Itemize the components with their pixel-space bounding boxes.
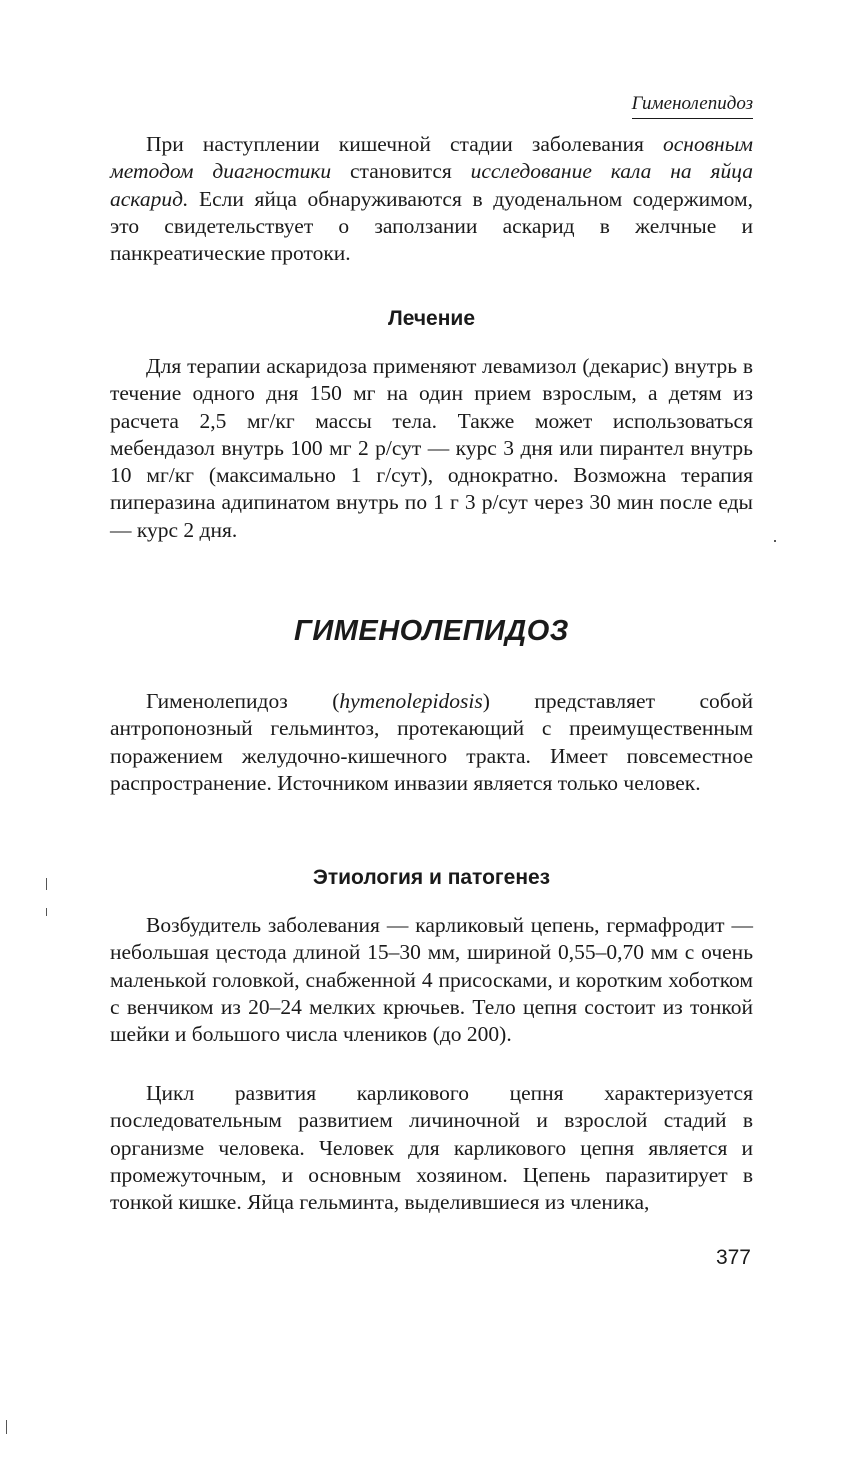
book-page (110, 0, 753, 1472)
chapter-title: ГИМЕНОЛЕПИДОЗ (294, 615, 569, 647)
section-heading-etiology: Этиология и патогенез (312, 866, 551, 889)
scan-mark (774, 540, 776, 542)
scan-mark (46, 878, 47, 890)
section-heading-treatment: Лечение (387, 307, 476, 330)
scan-mark (46, 908, 47, 916)
paragraph-diagnostics: При наступлении кишечной стадии заболевания основным методом диагностики становится исследование кала на яйца аскарид. Если яйца обнаруживаются в дуоденальном содержимом, это свидетельствует о заползании аскарид в желчные и панкреатические протоки. (110, 132, 754, 266)
running-head: Гименолепидоз (632, 92, 753, 119)
paragraph-etiology-2: Цикл развития карликового цепня характеризуется последовательным развитием личиночной и взрослой стадий в организме человека. Человек для карликового цепня является и промежуточным, и основным хозяином. Цепень паразитирует в тонкой кишке. Яйца гельминта, выделившиеся из членика, (110, 1081, 753, 1215)
paragraph-intro: Гименолепидоз (hymenolepidosis) представляет собой антропонозный гельминтоз, протекающий с преимущественным поражением желудочно-кишечного тракта. Имеет повсеместное распространение. Источником инвазии является только человек. (110, 689, 753, 795)
paragraph-treatment: Для терапии аскаридоза применяют левамизол (декарис) внутрь в течение одного дня 150 мг на один прием взрослым, а детям из расчета 2,5 мг/кг массы тела. Также может использоваться мебендазол внутрь 100 мг 2 р/сут — курс 3 дня или пирантел внутрь 10 мг/кг (максимально 1 г/сут), однократно. Возможна терапия пиперазина адипинатом внутрь по 1 г 3 р/сут через 30 мин после еды — курс 2 дня. (110, 354, 753, 542)
page-number: 377 (715, 1246, 751, 1269)
scan-mark (6, 1420, 7, 1434)
paragraph-etiology-1: Возбудитель заболевания — карликовый цепень, гермафродит — небольшая цестода длиной 15–30 мм, шириной 0,55–0,70 мм с очень маленькой головкой, снабженной 4 присосками, и коротким хоботком с венчиком из 20–24 мелких крючьев. Тело цепня состоит из тонкой шейки и большого числа члеников (до 200). (110, 913, 753, 1047)
